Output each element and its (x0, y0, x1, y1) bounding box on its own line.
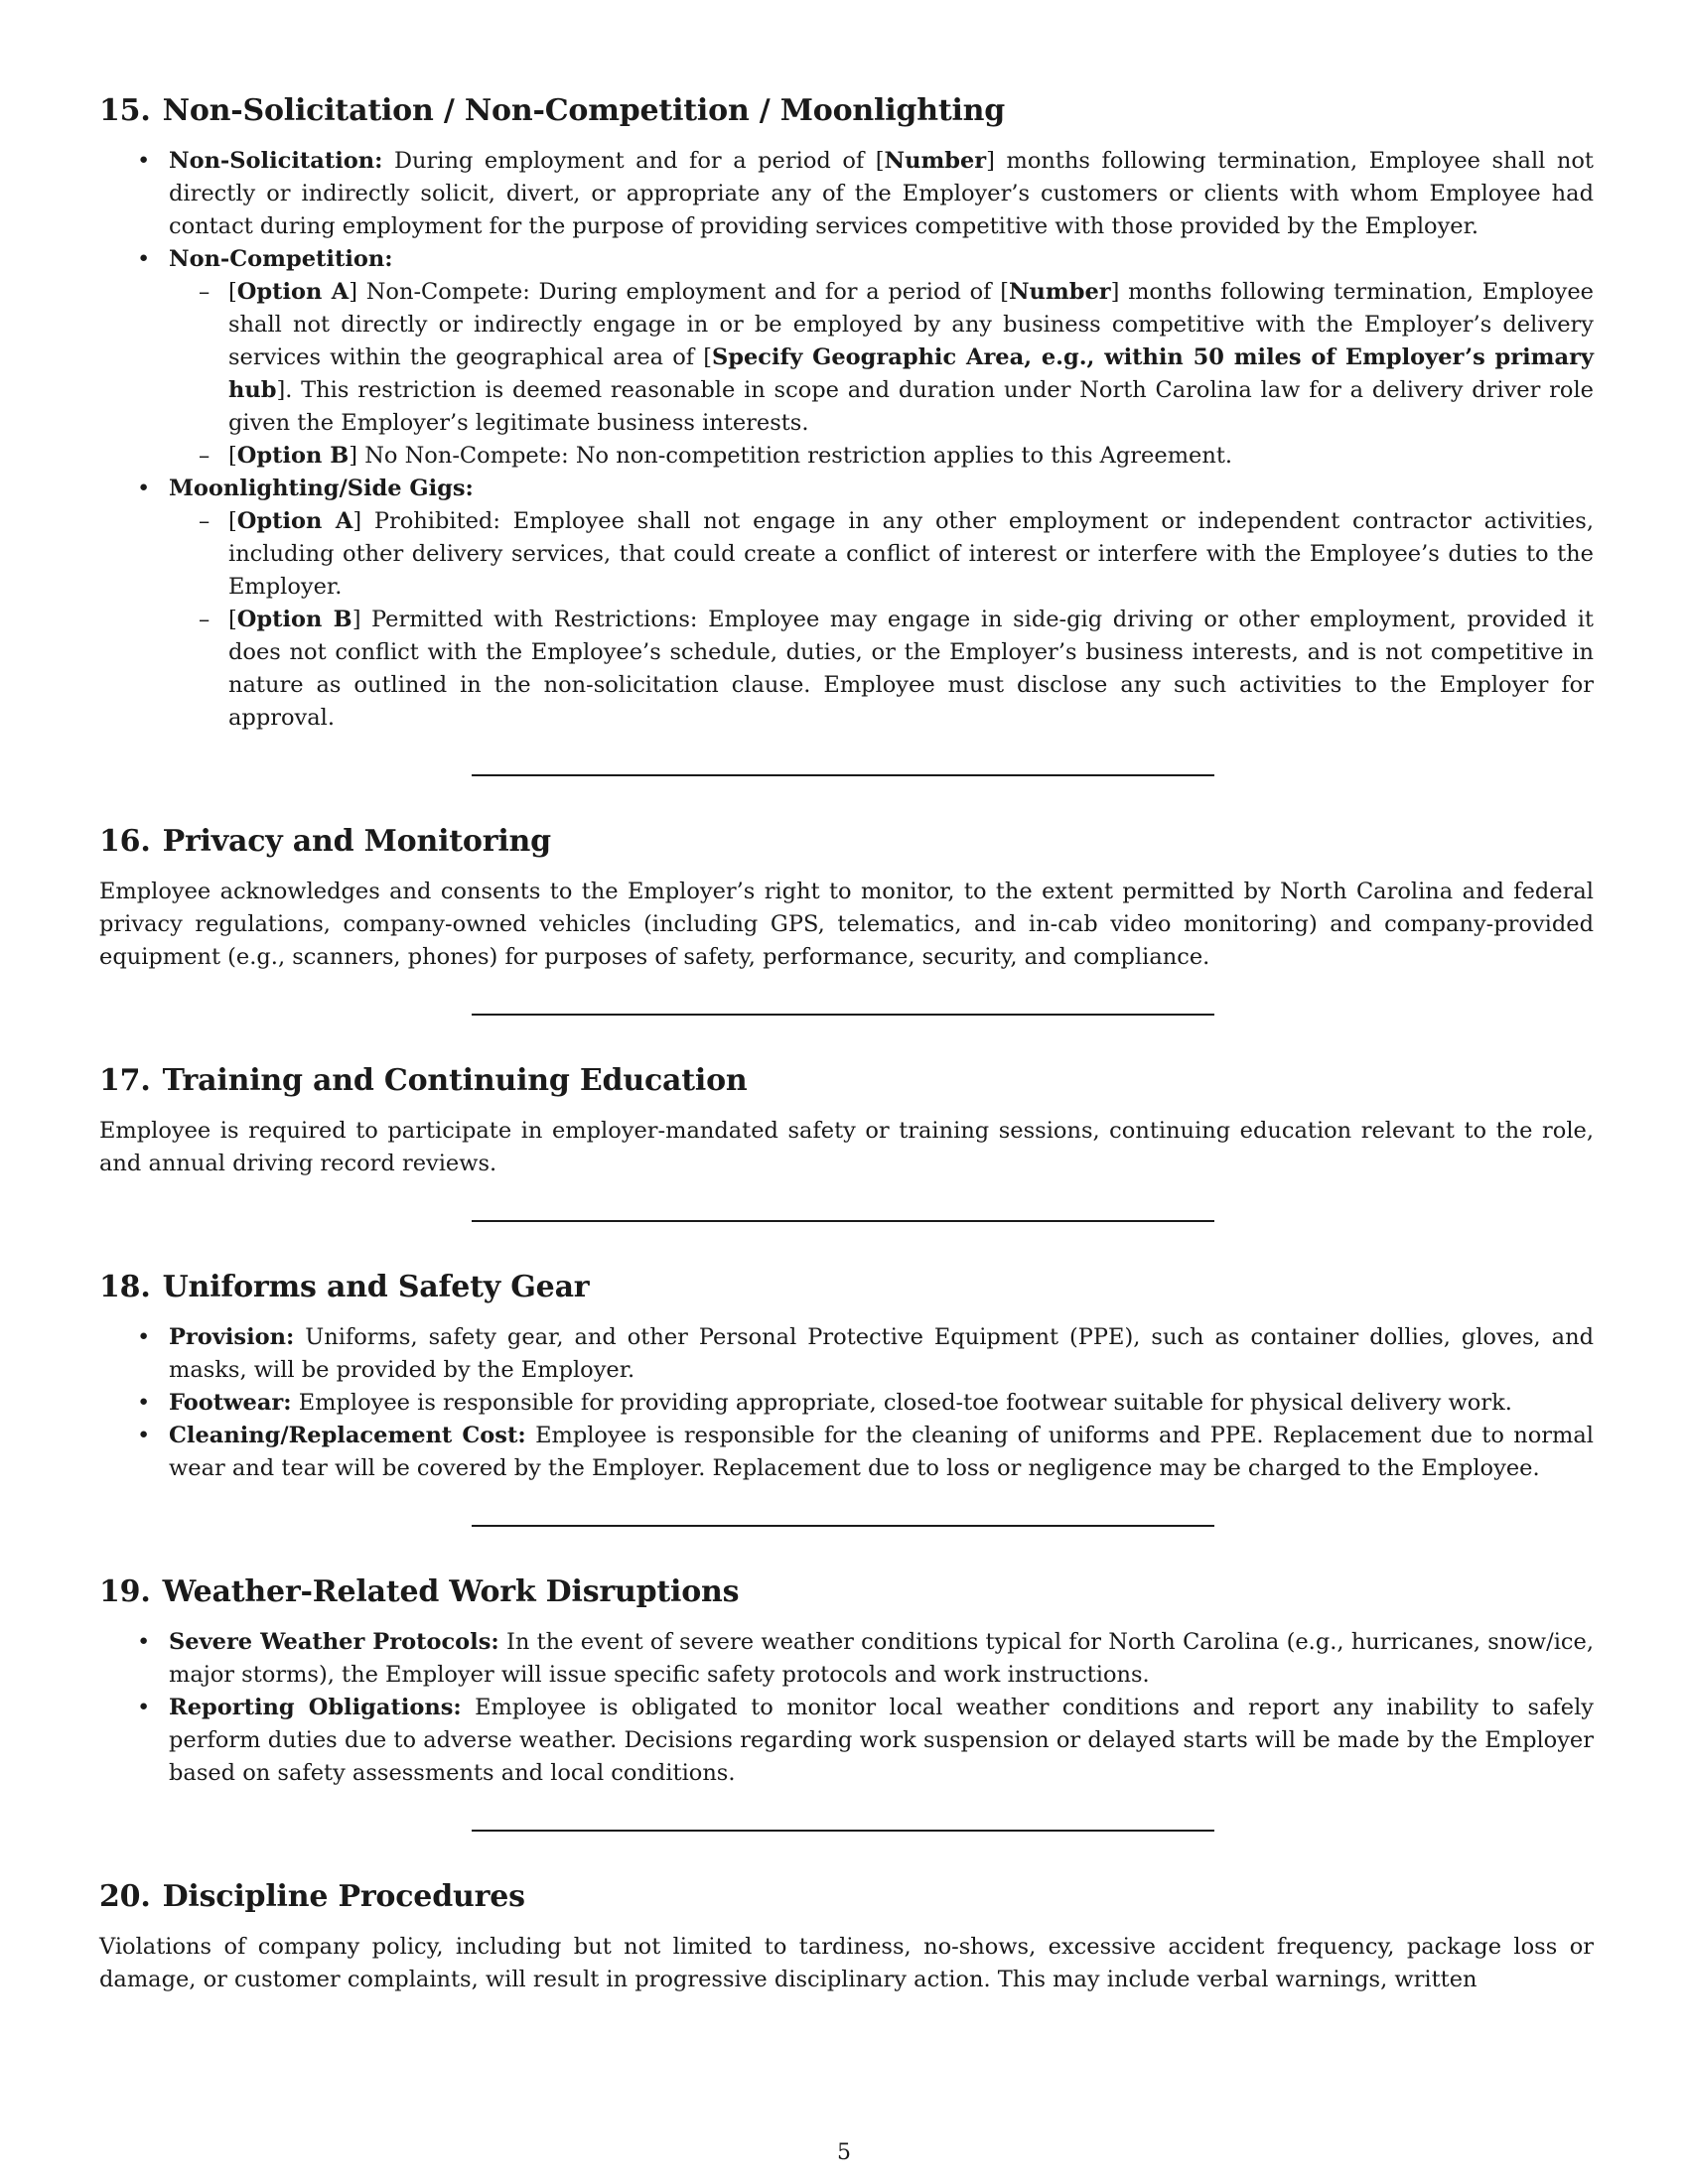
cleaning-replacement-item: • Cleaning/Replacement Cost: Employee is responsible for the cleaning of uniforms and PPE. Replacement due to normal wear and tear will be covered by the Employer. Replacement due to loss or negligence may be charged to the Employee. (99, 1420, 1594, 1485)
section-19 (99, 1572, 1594, 1790)
number-placeholder: Number (884, 148, 987, 174)
section-16-body: Employee acknowledges and consents to the Employer’s right to monitor, to the extent permitted by North Carolina and federal privacy regulations, company-owned vehicles (including GPS, telematics, and in-cab video monitoring) and company-provided equipment (e.g., scanners, phones) for purposes of safety, performance, security, and compliance. (99, 879, 1594, 970)
section-15 (99, 91, 1594, 735)
non-compete-option-b: – [Option B] No Non-Compete: No non-competition restriction applies to this Agreement. (169, 440, 1594, 473)
severe-weather-item: • Severe Weather Protocols: In the event of severe weather conditions typical for North Carolina (e.g., hurricanes, snow/ice, major storms), the Employer will issue specific safety protocols and work instructions. (99, 1626, 1594, 1692)
non-competition-options (169, 276, 1594, 473)
document-page (99, 91, 1594, 1996)
section-20 (99, 1877, 1594, 1996)
section-18-list (99, 1321, 1594, 1485)
provision-item: • Provision: Uniforms, safety gear, and other Personal Protective Equipment (PPE), such as container dollies, gloves, and masks, will be provided by the Employer. (99, 1321, 1594, 1387)
section-20-heading: 20. Discipline Procedures (99, 1879, 525, 1914)
moonlighting-option-b: – [Option B] Permitted with Restrictions: Employee may engage in side-gig driving or other employment, provided it does not conflict with the Employee’s schedule, duties, or the Employer’s business interests, and is not competitive in nature as outlined in the non-solicitation clause. Employee must disclose any such activities to the Employer for approval. (169, 604, 1594, 735)
section-17-body: Employee is required to participate in employer-mandated safety or training sessions, continuing education relevant to the role, and annual driving record reviews. (99, 1118, 1594, 1176)
section-17-heading: 17. Training and Continuing Education (99, 1063, 748, 1098)
section-18 (99, 1268, 1594, 1485)
section-19-list (99, 1626, 1594, 1790)
non-competition-item: • Non-Competition: – [Option A] Non-Compete: During employment and for a period of [Number] months following termination, Employee shall not directly or indirectly engage in or be employed by any business competitive with the Employer’s delivery services within the geographical area of [Specify Geographic Area, e.g., within 50 miles of Employer’s primary hub]. This restriction is deemed reasonable in scope and duration under North Carolina law for a delivery driver role given the Employer’s legitimate business interests. – [Option B] No Non-Compete: No non-competition restriction applies to this Agreement. (99, 243, 1594, 473)
number-placeholder: Number (1008, 279, 1111, 305)
section-18-heading: 18. Uniforms and Safety Gear (99, 1270, 590, 1304)
geographic-area-placeholder: Specify Geographic Area, e.g., within 50 miles of Employer’s primary hub (228, 344, 1594, 403)
reporting-obligations-item: • Reporting Obligations: Employee is obligated to monitor local weather conditions and report any inability to safely perform duties due to adverse weather. Decisions regarding work suspension or delayed starts will be made by the Employer based on safety assessments and local conditions. (99, 1692, 1594, 1790)
section-19-heading: 19. Weather-Related Work Disruptions (99, 1574, 740, 1609)
non-compete-option-a: – [Option A] Non-Compete: During employment and for a period of [Number] months following termination, Employee shall not directly or indirectly engage in or be employed by any business competitive with the Employer’s delivery services within the geographical area of [Specify Geographic Area, e.g., within 50 miles of Employer’s primary hub]. This restriction is deemed reasonable in scope and duration under North Carolina law for a delivery driver role given the Employer’s legitimate business interests. (169, 276, 1594, 440)
section-16-heading: 16. Privacy and Monitoring (99, 824, 551, 859)
footwear-item: • Footwear: Employee is responsible for providing appropriate, closed-toe footwear suitable for physical delivery work. (99, 1387, 1594, 1420)
moonlighting-options (169, 505, 1594, 735)
non-solicitation-item: • Non-Solicitation: During employment and for a period of [Number] months following termination, Employee shall not directly or indirectly solicit, divert, or appropriate any of the Employer’s customers or clients with whom Employee had contact during employment for the purpose of providing services competitive with those provided by the Employer. (99, 145, 1594, 243)
section-15-list (99, 145, 1594, 735)
section-16 (99, 822, 1594, 974)
moonlighting-option-a: – [Option A] Prohibited: Employee shall not engage in any other employment or independent contractor activities, including other delivery services, that could create a conflict of interest or interfere with the Employee’s duties to the Employer. (169, 505, 1594, 604)
section-17 (99, 1061, 1594, 1180)
section-20-body: Violations of company policy, including but not limited to tardiness, no-shows, excessive accident frequency, package loss or damage, or customer complaints, will result in progressive disciplinary action. This may include verbal warnings, written (99, 1934, 1594, 1992)
section-15-heading: 15. Non-Solicitation / Non-Competition / Moonlighting (99, 93, 1006, 128)
moonlighting-item: • Moonlighting/Side Gigs: – [Option A] Prohibited: Employee shall not engage in any other employment or independent contractor activities, including other delivery services, that could create a conflict of interest or interfere with the Employee’s duties to the Employer. – [Option B] Permitted with Restrictions: Employee may engage in side-gig driving or other employment, provided it does not conflict with the Employee’s schedule, duties, or the Employer’s business interests, and is not competitive in nature as outlined in the non-solicitation clause. Employee must disclose any such activities to the Employer for approval. (99, 473, 1594, 735)
page-number: 5 (837, 2140, 851, 2165)
